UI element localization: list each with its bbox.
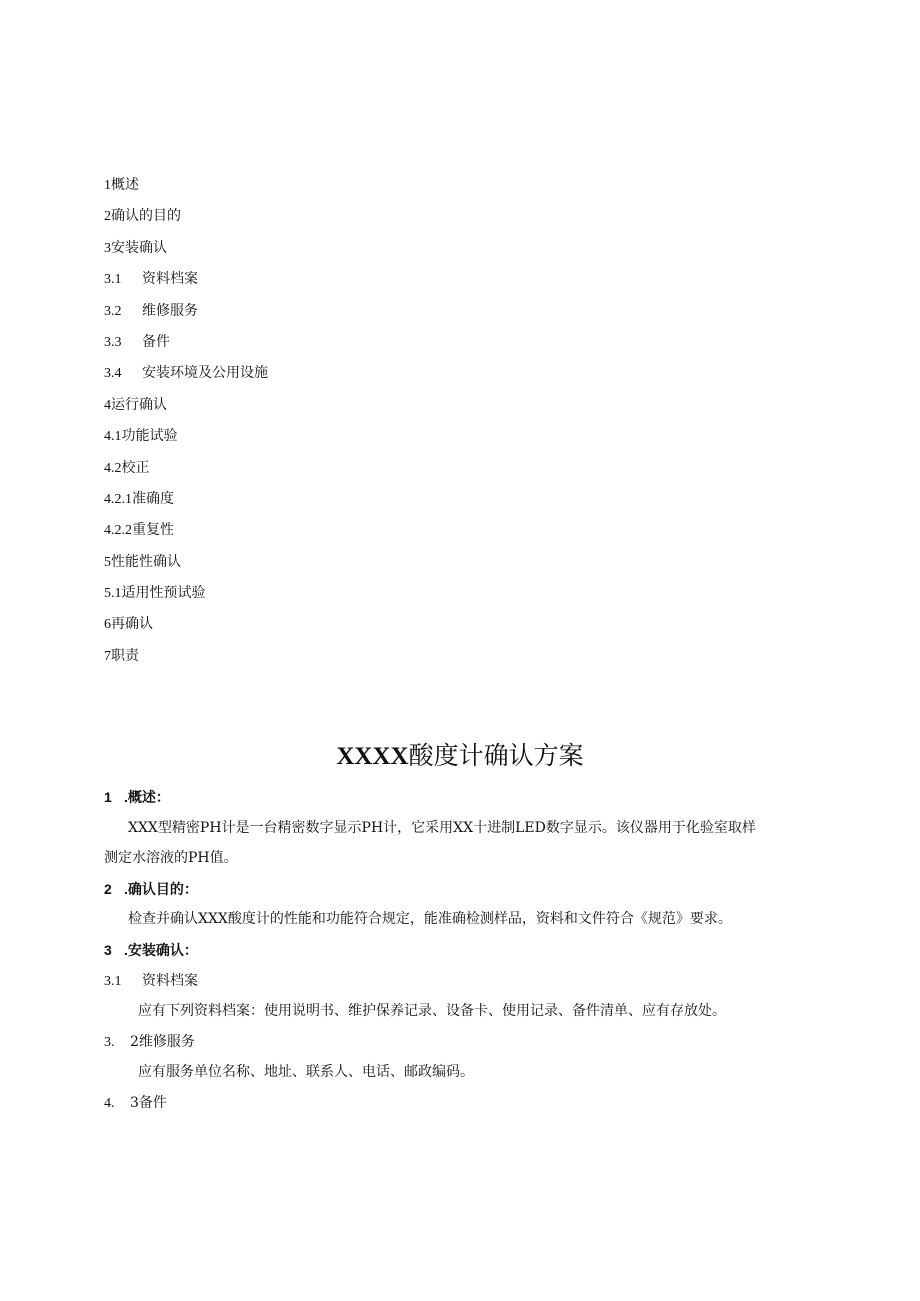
documents-paragraph: 应有下列资料档案：使用说明书、维护保养记录、设备卡、使用记录、备件清单、应有存放处。 — [138, 1003, 726, 1020]
toc-item-number: 3.2 — [104, 303, 122, 319]
section-heading-overview — [104, 786, 820, 817]
purpose-paragraph: 检查并确认XXX酸度计的性能和功能符合规定，能准确检测样品，资料和文件符合《规范》要求。 — [128, 911, 732, 928]
toc-item-number: 7 — [104, 648, 111, 664]
section-heading-text: .确认目的： — [124, 880, 198, 897]
section-number: 2 — [104, 880, 112, 897]
toc-item-text: 备件 — [142, 333, 170, 350]
toc-item — [104, 268, 268, 299]
maintenance-paragraph: 应有服务单位名称、地址、联系人、电话、邮政编码。 — [138, 1064, 474, 1081]
toc-item-text: 职责 — [111, 647, 139, 664]
toc-item-text: 安装确认 — [111, 239, 167, 256]
toc-item-number: 5.1 — [104, 586, 122, 602]
toc-item-number: 3.4 — [104, 366, 122, 382]
section-heading-installation — [104, 939, 820, 970]
toc-item-text: 适用性预试验 — [121, 585, 206, 602]
document-title-code: XXXX — [336, 743, 409, 770]
section-heading-text: .概述： — [124, 789, 170, 805]
subsection-number: 3.1 — [104, 973, 122, 989]
toc-item-number: 1 — [104, 178, 111, 193]
toc-item-text: 资料档案 — [142, 271, 198, 288]
toc-item-text: 功能试验 — [121, 428, 178, 445]
toc-item — [104, 237, 268, 268]
section-heading-purpose — [104, 878, 820, 909]
toc-item-number: 4 — [104, 397, 111, 413]
toc-item-number: 2 — [104, 209, 111, 225]
toc-item — [104, 488, 268, 519]
toc-item — [104, 174, 268, 205]
subsection-maintenance — [104, 1031, 820, 1062]
toc-item-number: 3.1 — [104, 272, 122, 288]
toc-item — [104, 645, 268, 676]
subsection-spare-parts — [104, 1092, 820, 1123]
toc-item — [104, 425, 268, 456]
toc-item-number: 6 — [104, 617, 111, 633]
toc-item-text: 概述 — [111, 177, 139, 193]
document-title — [0, 736, 920, 777]
toc-item — [104, 519, 268, 550]
section-number: 3 — [104, 941, 112, 958]
document-title-text: 酸度计确认方案 — [408, 741, 584, 770]
toc-item-text: 校正 — [121, 459, 150, 476]
toc-item-number: 4.2.2 — [104, 523, 132, 539]
overview-paragraph-line: XXX型精密PH计是一台精密数字显示PH计，它采用XX十进制LED数字显示。该仪器用于化验室取样 — [128, 819, 756, 836]
toc-item — [104, 362, 268, 393]
toc-item — [104, 582, 268, 613]
toc-item-text: 再确认 — [111, 616, 153, 633]
toc-item — [104, 205, 268, 236]
toc-item — [104, 457, 268, 488]
subsection-title: 2维修服务 — [130, 1033, 195, 1050]
toc-item — [104, 394, 268, 425]
toc-item-text: 重复性 — [132, 522, 174, 539]
toc-item — [104, 551, 268, 582]
section-heading-text: .安装确认： — [124, 941, 198, 958]
toc-item — [104, 300, 268, 331]
toc-item-text: 性能性确认 — [111, 553, 181, 570]
subsection-documents — [104, 970, 820, 1001]
subsection-number: 4. — [104, 1095, 115, 1111]
toc-item-number: 5 — [104, 554, 111, 570]
toc-item-text: 运行确认 — [111, 396, 167, 413]
table-of-contents — [104, 174, 268, 676]
subsection-number: 3. — [104, 1034, 115, 1050]
section-number: 1 — [104, 789, 112, 805]
toc-item-number: 3.3 — [104, 334, 122, 350]
toc-item-number: 3 — [104, 240, 111, 256]
toc-item-text: 安装环境及公用设施 — [142, 365, 268, 382]
toc-item-text: 确认的目的 — [111, 208, 181, 225]
toc-item-number: 4.2 — [104, 460, 122, 476]
subsection-title: 资料档案 — [142, 972, 198, 989]
overview-paragraph-line: 测定水溶液的PH值。 — [104, 850, 238, 867]
toc-item-text: 准确度 — [132, 490, 174, 507]
subsection-title: 3备件 — [130, 1094, 167, 1111]
toc-item — [104, 331, 268, 362]
document-body — [104, 786, 820, 1123]
toc-item-number: 4.1 — [104, 429, 122, 445]
toc-item — [104, 613, 268, 644]
toc-item-number: 4.2.1 — [104, 491, 132, 507]
toc-item-text: 维修服务 — [142, 302, 198, 319]
